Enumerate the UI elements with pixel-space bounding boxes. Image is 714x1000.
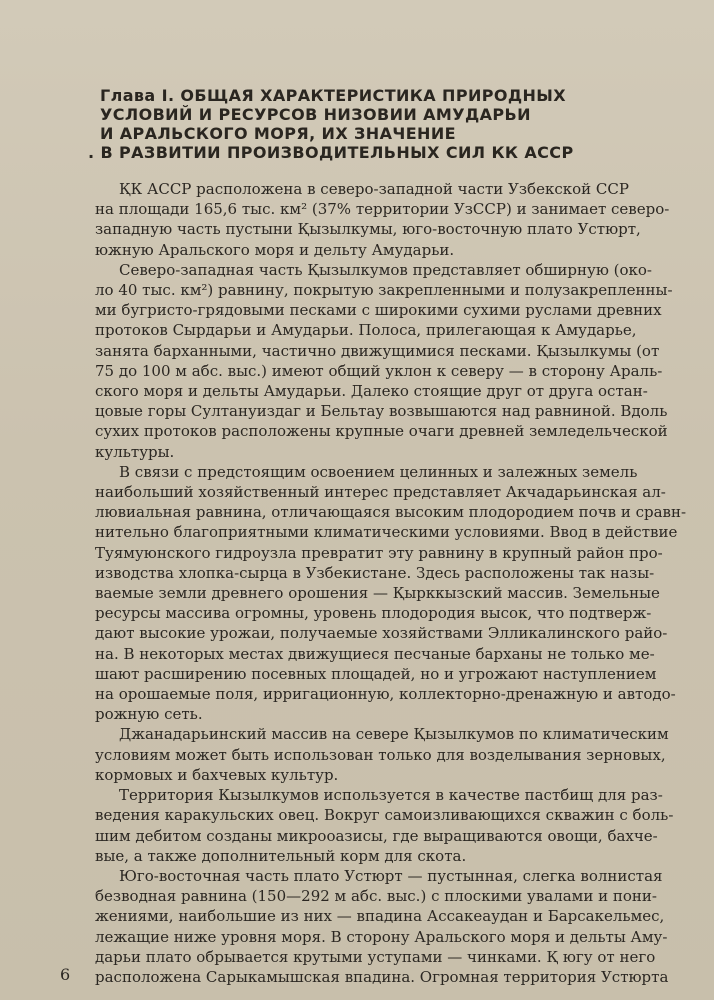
text-line: занята барханными, частично движущимися песками. Қызылкумы (от	[95, 341, 660, 360]
page-number: 6	[60, 965, 71, 984]
text-line: на. В некоторых местах движущиеся песчаные барханы не только ме-	[95, 644, 655, 663]
chapter-heading	[88, 86, 620, 162]
text-line: шают расширению посевных площадей, но и угрожают наступлением	[95, 664, 657, 683]
text-line: шим дебитом созданы микрооазисы, где выращиваются овощи, бахче-	[95, 826, 658, 845]
text-line: дарьи плато обрывается крутыми уступами — чинками. Қ югу от него	[95, 947, 656, 966]
chapter-heading-line: И АРАЛЬСКОГО МОРЯ, ИХ ЗНАЧЕНИЕ	[100, 124, 456, 143]
chapter-heading-line: УСЛОВИЙ И РЕСУРСОВ НИЗОВИИ АМУДАРЬИ	[100, 105, 531, 124]
chapter-heading-line: Глава I. ОБЩАЯ ХАРАКТЕРИСТИКА ПРИРОДНЫХ	[100, 86, 567, 105]
text-line: лювиальная равнина, отличающаяся высоким плодородием почв и сравн-	[95, 503, 687, 522]
text-line: ведения каракульских овец. Вокруг самоизливающихся скважин с боль-	[95, 806, 674, 825]
text-line: ми бугристо-грядовыми песками с широкими сухими руслами древних	[95, 301, 662, 320]
text-line: наибольший хозяйственный интерес представляет Акчадарьинская ал-	[95, 483, 666, 502]
body-text	[95, 179, 693, 987]
text-line: Туямуюнского гидроузла превратит эту равнину в крупный район про-	[95, 543, 663, 562]
chapter-heading-line: . В РАЗВИТИИ ПРОИЗВОДИТЕЛЬНЫХ СИЛ КК АССР	[88, 143, 574, 162]
text-line: 75 до 100 м абс. выс.) имеют общий уклон к северу — в сторону Араль-	[95, 361, 663, 380]
text-line: лежащие ниже уровня моря. В сторону Аральского моря и дельты Аму-	[95, 927, 668, 946]
text-line: кормовых и бахчевых культур.	[95, 765, 339, 784]
text-line: на орошаемые поля, ирригационную, коллекторно-дренажную и автодо-	[95, 685, 676, 704]
text-line: на площади 165,6 тыс. км² (37% территории УзССР) и занимает северо-	[95, 200, 670, 219]
text-line: западную часть пустыни Қызылкумы, юго-восточную плато Устюрт,	[95, 220, 641, 239]
text-line: протоков Сырдарьи и Амударьи. Полоса, прилегающая к Амударье,	[95, 321, 637, 340]
text-line: дают высокие урожаи, получаемые хозяйствами Элликалинского райо-	[95, 624, 668, 643]
text-line: жениями, наибольшие из них — впадина Ассакеаудан и Барсакельмес,	[95, 907, 665, 926]
text-line: ло 40 тыс. км²) равнину, покрытую закрепленными и полузакрепленны-	[95, 281, 673, 300]
text-line: южную Аральского моря и дельту Амударьи.	[95, 240, 455, 259]
text-line: изводства хлопка-сырца в Узбекистане. Здесь расположены так назы-	[95, 563, 655, 582]
text-line: цовые горы Султануиздаг и Бельтау возвышаются над равниной. Вдоль	[95, 402, 668, 421]
text-line: рожную сеть.	[95, 705, 203, 724]
text-line: В связи с предстоящим освоением целинных и залежных земель	[119, 462, 638, 481]
text-line: Северо-западная часть Қызылкумов представляет обширную (око-	[119, 260, 652, 279]
text-line: ҚК АССР расположена в северо-западной части Узбекской ССР	[119, 180, 629, 198]
text-line: Территория Кызылкумов используется в качестве пастбищ для раз-	[119, 786, 663, 805]
text-line: расположена Сарыкамышская впадина. Огромная территория Устюрта	[95, 967, 669, 986]
text-line: культуры.	[95, 442, 175, 461]
text-line: условиям может быть использован только для возделывания зерновых,	[95, 745, 666, 764]
text-line: вые, а также дополнительный корм для скота.	[95, 846, 467, 865]
text-line: ского моря и дельты Амударьи. Далеко стоящие друг от друга остан-	[95, 382, 648, 401]
text-line: Юго-восточная часть плато Устюрт — пустынная, слегка волнистая	[119, 866, 663, 885]
text-line: нительно благоприятными климатическими условиями. Ввод в действие	[95, 523, 678, 542]
text-line: ресурсы массива огромны, уровень плодородия высок, что подтверж-	[95, 604, 652, 623]
text-line: ваемые земли древнего орошения — Қырккызский массив. Земельные	[95, 584, 660, 603]
text-line: сухих протоков расположены крупные очаги древней земледельческой	[95, 422, 668, 441]
text-line: безводная равнина (150—292 м абс. выс.) с плоскими увалами и пони-	[95, 887, 657, 906]
text-line: Джанадарьинский массив на севере Қызылкумов по климатическим	[119, 725, 669, 744]
